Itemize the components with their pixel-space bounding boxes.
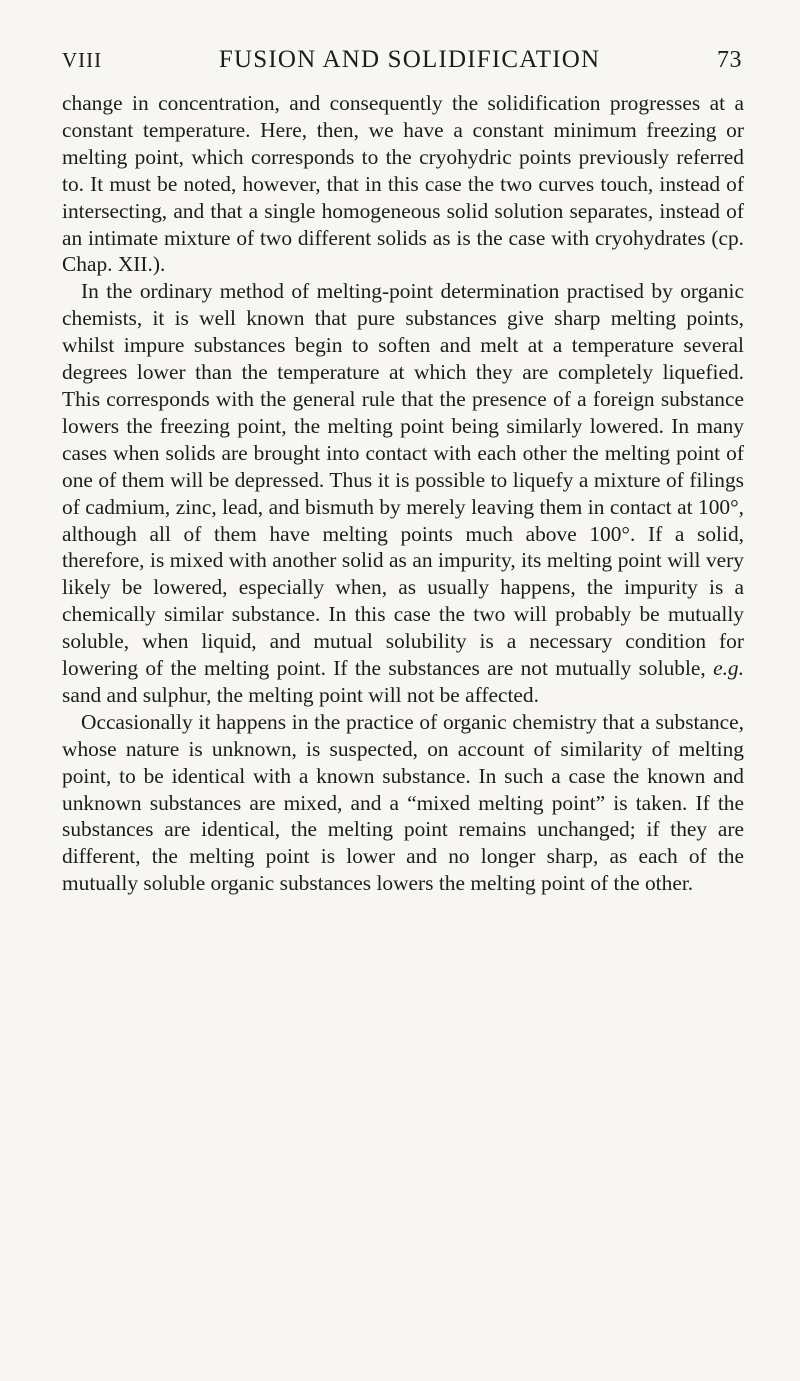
paragraph-2-abbrev: e.g. <box>713 656 744 681</box>
running-header <box>62 46 742 78</box>
paragraph-2-tail-end: sand and sulphur, the melting point will not be affected. <box>62 682 539 707</box>
paragraph-3: Occasionally it happens in the practice of organic chemistry that a substance, whose nature is unknown, is suspected, on account of similarity of melting point, to be identical with a known substance. In such a case the known and unknown substances are mixed, and a “mixed melting point” is taken. If the substances are identical, the melting point remains unchanged; if they are different, the melting point is lower and no longer sharp, as each of the mutually soluble organic substances lowers the melting point of the other. <box>62 709 744 896</box>
paragraph-2 <box>62 278 744 709</box>
running-title: FUSION AND SOLIDIFICATION <box>218 46 601 73</box>
paragraph-2-text: In the ordinary method of melting-point determination practised by organic chemists, it is well known that pure substances give sharp melting points, whilst impure substances begin to soften and melt at a temperature several degrees lower than the temperature at which they are completely liquefied. This corresponds with the general rule that the presence of a foreign substance lowers the freezing point, the melting point being similarly lowered. In many cases when solids are brought into contact with each other the melting point of one of them will be depressed. Thus it is possible to liquefy a mixture of filings of cadmium, zinc, lead, and bismuth by merely leaving them in contact at 100°, although all of them have melting points much above 100°. If a solid, therefore, is mixed with another solid as an impurity, its melting point will very likely be lowered, especially when, as usually happens, the impurity is a chemically similar substance. In this case the two will probably be mutually soluble, when liquid, and mutual solubility is a necessary condition for lowering of the melting point. <box>62 279 744 681</box>
paragraph-2-tail-start: If the substances are not mutually soluble, <box>333 656 706 681</box>
paragraph-1: change in concentration, and consequently the solidification progresses at a constant temperature. Here, then, we have a constant minimum freezing or melting point, which corresponds to the cryohydric points previously referred to. It must be noted, however, that in this case the two curves touch, instead of intersecting, and that a single homogeneous solid solution separates, instead of an intimate mixture of two different solids as is the case with cryohydrates (cp. Chap. XII.). <box>62 91 744 277</box>
body-text <box>62 90 744 897</box>
chapter-number: VIII <box>62 48 103 72</box>
page-number: 73 <box>717 47 742 73</box>
